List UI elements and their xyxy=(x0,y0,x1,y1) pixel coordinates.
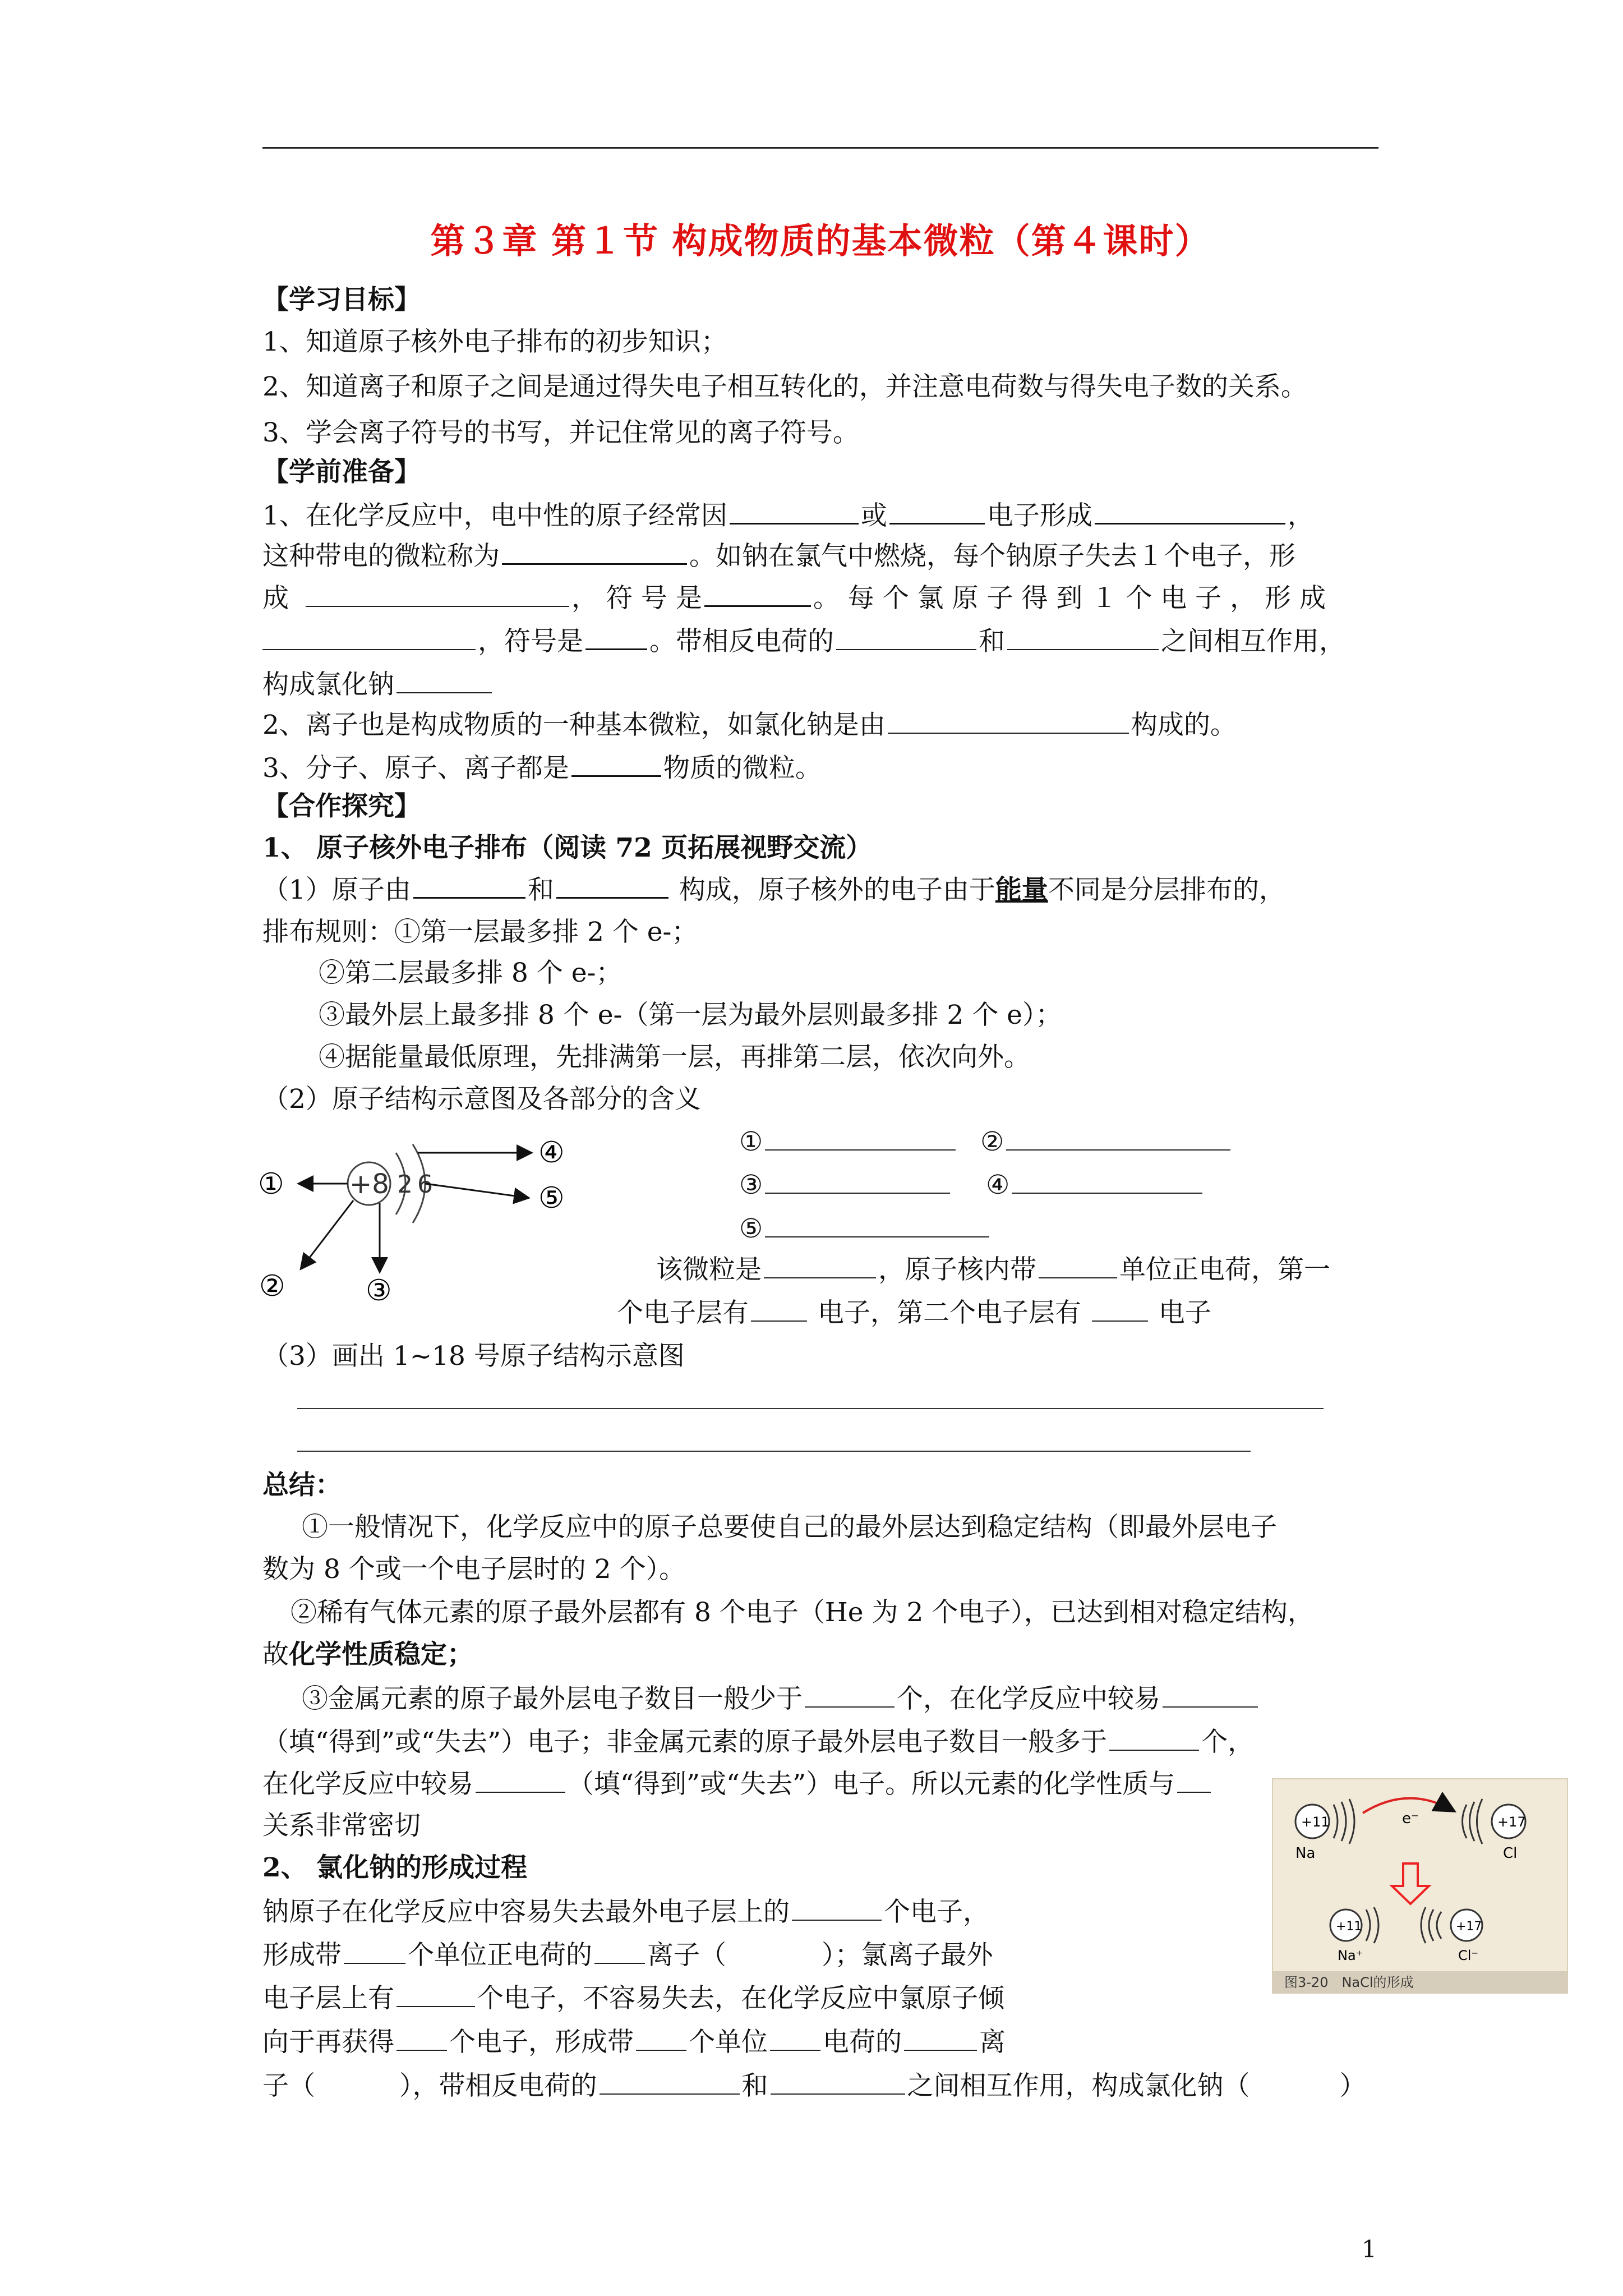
text: 电荷的 xyxy=(823,2027,902,2058)
blank[interactable] xyxy=(704,581,811,607)
summary-3d: 关系非常密切 xyxy=(262,1810,421,1841)
na-core: +11 xyxy=(1301,1814,1330,1830)
nucleus-charge: +8 xyxy=(349,1168,389,1200)
text: 电子层上有 xyxy=(262,1983,394,2014)
blank[interactable] xyxy=(556,872,668,899)
text: 之间相互作用， xyxy=(1161,626,1345,657)
prep-line-3 xyxy=(262,581,1326,615)
blank[interactable] xyxy=(889,498,985,524)
blank[interactable] xyxy=(262,624,476,650)
text: 个电子层有 xyxy=(617,1297,749,1328)
shell-1-count: 2 xyxy=(397,1170,413,1199)
section-coop: 【合作探究】 xyxy=(262,791,421,822)
text: 钠原子在化学反应中容易失去最外电子层上的 xyxy=(262,1897,790,1927)
text: 和 xyxy=(979,626,1005,657)
rule-4: ④据能量最低原理，先排满第一层，再排第二层，依次向外。 xyxy=(319,1042,1030,1073)
coop-line-1 xyxy=(262,872,1285,907)
na-ion-core: +11 xyxy=(1336,1920,1362,1934)
page-title: 第３章 第１节 构成物质的基本微粒（第４课时） xyxy=(430,220,1211,261)
blank[interactable] xyxy=(792,1895,882,1921)
text: 和 xyxy=(527,875,554,905)
page-number: 1 xyxy=(1362,2235,1377,2263)
text: 能量 xyxy=(995,875,1048,905)
text: 向于再获得 xyxy=(262,2027,394,2058)
blank[interactable] xyxy=(1039,1253,1117,1278)
coop-heading-1: 1、 原子核外电子排布（阅读 72 页拓展视野交流） xyxy=(262,832,873,863)
summary-title: 总结： xyxy=(262,1470,342,1501)
blank[interactable] xyxy=(396,668,492,693)
blank[interactable] xyxy=(1092,1296,1148,1322)
rule-2: ②第二层最多排 8 个 e-； xyxy=(319,958,623,988)
blank[interactable] xyxy=(904,2025,977,2051)
nacl-line-4 xyxy=(262,2025,1006,2059)
blank[interactable] xyxy=(1163,1682,1258,1708)
text: ① xyxy=(739,1126,763,1157)
text: ）；氯离子最外 xyxy=(822,1940,993,1971)
cl-core: +17 xyxy=(1497,1814,1526,1830)
electron-label: e⁻ xyxy=(1402,1810,1419,1827)
goal-3: 3、学会离子符号的书写，并记住常见的离子符号。 xyxy=(262,417,859,448)
blank[interactable] xyxy=(502,539,687,565)
text: 不同是分层排布的， xyxy=(1048,875,1285,905)
text: 离 xyxy=(979,2027,1006,2058)
text: 电子 xyxy=(1150,1297,1211,1328)
prep-line-1 xyxy=(262,498,1314,533)
section-goals: 【学习目标】 xyxy=(262,284,421,315)
blank[interactable] xyxy=(765,1212,989,1237)
blank[interactable] xyxy=(396,2025,447,2051)
text: 电子，第二个电子层有 xyxy=(809,1297,1090,1328)
text: 单位正电荷，第一 xyxy=(1119,1254,1330,1285)
text: 个， xyxy=(1201,1727,1255,1757)
blank[interactable] xyxy=(765,1125,956,1151)
text: ，符号是 xyxy=(478,626,583,657)
cl-ion-core: +17 xyxy=(1456,1920,1482,1934)
atom-structure-diagram xyxy=(247,1128,594,1313)
blank[interactable] xyxy=(1095,498,1285,524)
text: ④ xyxy=(986,1170,1010,1200)
coop-line-3: （3）画出 1~18 号原子结构示意图 xyxy=(262,1341,685,1372)
nacl-line-5 xyxy=(262,2069,1366,2103)
marker-2: ② xyxy=(259,1269,285,1303)
prep-line-7 xyxy=(262,751,822,785)
cl-label: Cl xyxy=(1503,1845,1518,1862)
text: 。 每 个 氯 原 子 得 到 １ 个 电 子 ， 形 成 xyxy=(813,583,1326,614)
text: ，原子核内带 xyxy=(878,1254,1036,1285)
blank[interactable] xyxy=(751,1296,807,1322)
text: ③金属元素的原子最外层电子数目一般少于 xyxy=(302,1683,803,1714)
na-label: Na xyxy=(1295,1845,1316,1862)
figure-caption: 图3-20 NaCl的形成 xyxy=(1284,1975,1414,1990)
blank[interactable] xyxy=(1006,1125,1230,1151)
goal-1: 1、知道原子核外电子排布的初步知识； xyxy=(262,326,727,357)
blank[interactable] xyxy=(730,498,859,524)
text: 构成的。 xyxy=(1131,710,1237,740)
text: ） xyxy=(1339,2070,1366,2101)
text: 这种带电的微粒称为 xyxy=(262,541,500,572)
diagram-question-2 xyxy=(617,1296,1211,1330)
header-rule xyxy=(262,147,1378,149)
blank[interactable] xyxy=(805,1682,895,1708)
drawing-line[interactable] xyxy=(297,1451,1251,1452)
text: 子（ xyxy=(262,2070,315,2101)
nacl-figure-drawing xyxy=(1273,1779,1567,1993)
goal-2: 2、知道离子和原子之间是通过得失电子相互转化的，并注意电荷数与得失电子数的关系。 xyxy=(262,371,1307,402)
blank[interactable] xyxy=(396,1981,475,2007)
text: （1）原子由 xyxy=(262,875,411,905)
blank[interactable] xyxy=(765,1168,950,1194)
summary-3b xyxy=(262,1725,1254,1759)
blank[interactable] xyxy=(764,1253,876,1278)
text: 3、分子、原子、离子都是 xyxy=(262,753,569,784)
text: 个单位 xyxy=(689,2027,768,2058)
blank[interactable] xyxy=(836,624,976,650)
marker-1: ① xyxy=(258,1167,284,1201)
prep-line-2 xyxy=(262,539,1295,573)
text: 化学性质稳定； xyxy=(289,1639,473,1670)
blank[interactable] xyxy=(585,624,647,650)
text: 物质的微粒。 xyxy=(663,753,822,784)
prep-line-6 xyxy=(262,708,1237,742)
prep-line-5 xyxy=(262,668,494,702)
summary-1b: 数为 8 个或一个电子层时的 2 个）。 xyxy=(262,1554,686,1585)
blank[interactable] xyxy=(636,2025,686,2051)
text: （填“得到”或“失去”）电子；非金属元素的原子最外层电子数目一般多于 xyxy=(262,1727,1108,1757)
text: 在化学反应中较易 xyxy=(262,1769,473,1800)
marker-5: ⑤ xyxy=(538,1181,565,1215)
summary-3a xyxy=(302,1682,1260,1716)
marker-4: ④ xyxy=(538,1136,565,1170)
text: ③ xyxy=(739,1170,763,1200)
blank[interactable] xyxy=(770,2025,820,2051)
text: 离子（ xyxy=(647,1940,726,1971)
nacl-formation-figure xyxy=(1272,1778,1568,1994)
blank[interactable] xyxy=(306,581,569,607)
text: ② xyxy=(980,1126,1004,1157)
blank[interactable] xyxy=(594,1938,645,1964)
nacl-line-3 xyxy=(262,1981,1004,2016)
text: ），带相反电荷的 xyxy=(399,2070,597,2101)
blank[interactable] xyxy=(1007,624,1159,650)
blank[interactable] xyxy=(888,708,1129,734)
text: 该微粒是 xyxy=(656,1254,762,1285)
diagram-question-1 xyxy=(656,1253,1330,1287)
summary-2b xyxy=(262,1638,473,1672)
text: 构成，原子核外的电子由于 xyxy=(670,875,995,905)
blank[interactable] xyxy=(476,1767,565,1793)
section-prep: 【学前准备】 xyxy=(262,457,421,487)
text: 构成氯化钠 xyxy=(262,669,394,700)
blank[interactable] xyxy=(1012,1168,1202,1194)
nacl-line-1 xyxy=(262,1895,989,1929)
marker-3: ③ xyxy=(366,1274,392,1308)
blank[interactable] xyxy=(1177,1767,1211,1793)
text: ⑤ xyxy=(739,1213,763,1244)
text: 或 xyxy=(860,500,887,531)
text: （填“得到”或“失去”）电子。所以元素的化学性质与 xyxy=(568,1769,1175,1800)
rule-1: 排布规则：①第一层最多排 2 个 e-； xyxy=(262,917,698,947)
blank[interactable] xyxy=(600,2069,740,2095)
blank[interactable] xyxy=(344,1938,405,1964)
text: 之间相互作用，构成氯化钠（ xyxy=(907,2070,1250,2101)
text: 个，在化学反应中较易 xyxy=(897,1683,1160,1714)
diagram-blank-row-1 xyxy=(739,1125,1233,1159)
summary-2a: ②稀有气体元素的原子最外层都有 8 个电子（He 为 2 个电子），已达到相对稳定结构， xyxy=(291,1597,1314,1628)
diagram-blank-row-2 xyxy=(739,1168,1205,1202)
na-ion-label: Na⁺ xyxy=(1338,1948,1363,1963)
cl-ion-label: Cl⁻ xyxy=(1458,1948,1479,1963)
text: ， 符 号 是 xyxy=(571,583,702,614)
blank[interactable] xyxy=(1109,1725,1199,1751)
shell-2-count: 6 xyxy=(417,1170,433,1199)
text: 。带相反电荷的 xyxy=(649,626,834,657)
text: 成 xyxy=(262,583,289,614)
prep-line-4 xyxy=(262,624,1345,659)
rule-3: ③最外层上最多排 8 个 e-（第一层为最外层则最多排 2 个 e）； xyxy=(319,1000,1062,1030)
text: 和 xyxy=(741,2070,768,2101)
blank[interactable] xyxy=(413,872,525,899)
drawing-line[interactable] xyxy=(297,1408,1324,1409)
text: 形成带 xyxy=(262,1940,342,1971)
text: 2、离子也是构成物质的一种基本微粒，如氯化钠是由 xyxy=(262,710,886,740)
text: 个电子，形成带 xyxy=(449,2027,634,2058)
text: ， xyxy=(1287,500,1314,531)
summary-3c xyxy=(262,1767,1213,1801)
section-2-heading: 2、 氯化钠的形成过程 xyxy=(262,1852,528,1883)
summary-1a: ①一般情况下，化学反应中的原子总要使自己的最外层达到稳定结构（即最外层电子 xyxy=(302,1512,1277,1543)
coop-line-2: （2）原子结构示意图及各部分的含义 xyxy=(262,1084,701,1115)
text: 个电子， xyxy=(884,1897,989,1927)
blank[interactable] xyxy=(571,751,661,777)
diagram-blank-row-3 xyxy=(739,1212,992,1246)
nacl-line-2 xyxy=(262,1938,993,1972)
text: 1、在化学反应中，电中性的原子经常因 xyxy=(262,500,727,531)
text: 个电子，不容易失去，在化学反应中氯原子倾 xyxy=(477,1983,1004,2014)
text: 电子形成 xyxy=(986,500,1092,531)
text: 个单位正电荷的 xyxy=(408,1940,592,1971)
blank[interactable] xyxy=(771,2069,905,2095)
text: 故 xyxy=(262,1639,289,1670)
text: 。如钠在氯气中燃烧，每个钠原子失去１个电子，形 xyxy=(689,541,1295,572)
